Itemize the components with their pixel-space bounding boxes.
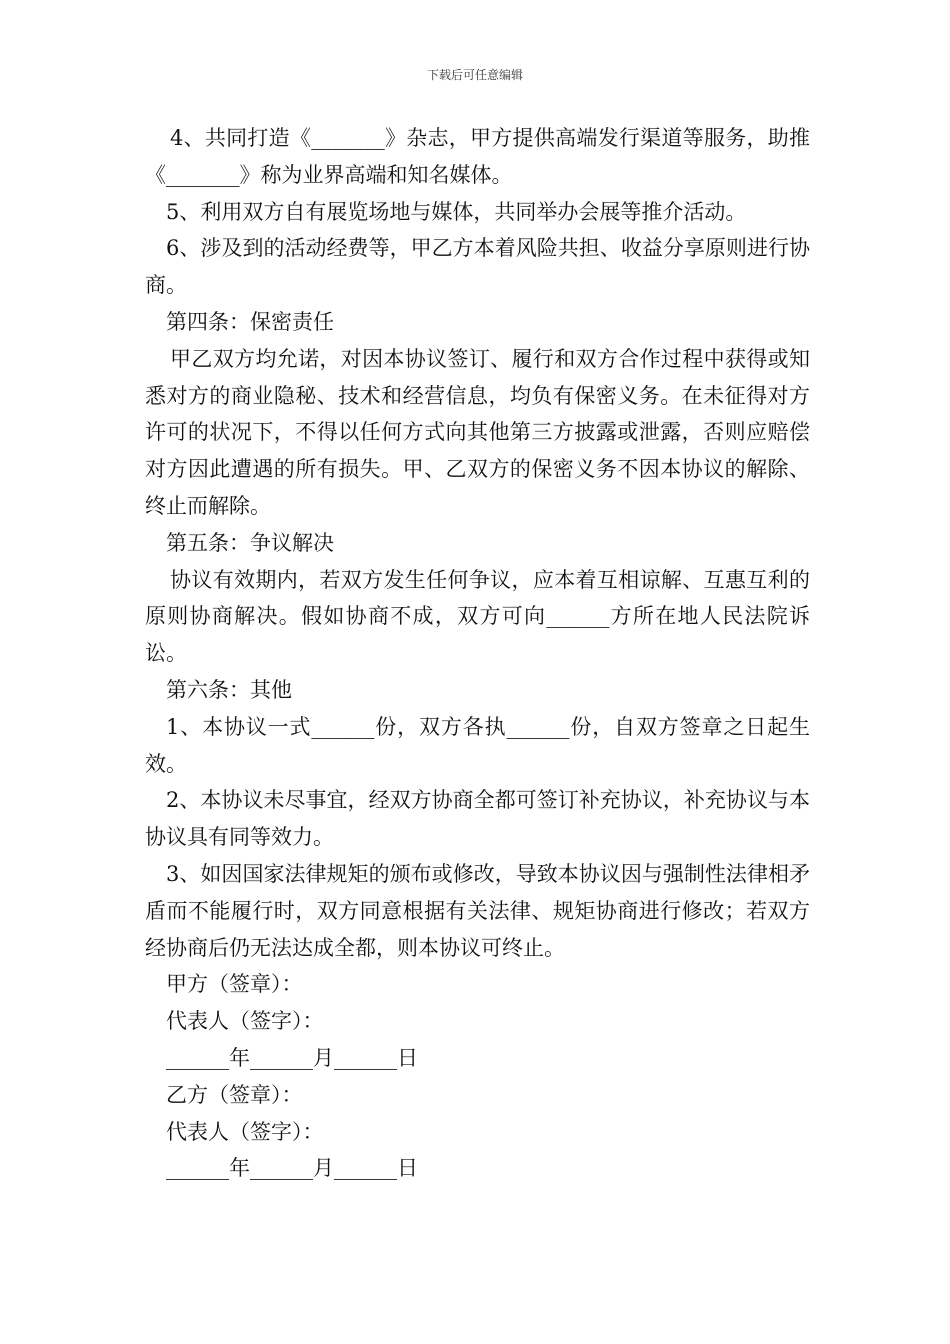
- article-5-heading: 第五条：争议解决: [166, 530, 334, 555]
- other-clause-2: 2、本协议未尽事宜，经双方协商全都可签订补充协议，补充协议与本协议具有同等效力。: [145, 788, 810, 850]
- party-b-seal-label: 乙方（签章）：: [166, 1082, 303, 1107]
- clause-5-paragraph: 5、利用双方自有展览场地与媒体，共同举办会展等推介活动。: [166, 199, 747, 224]
- clause-6-paragraph: 6、涉及到的活动经费等，甲乙方本着风险共担、收益分享原则进行协商。: [145, 236, 810, 298]
- clause-4-paragraph: 4、共同打造《_______》杂志，甲方提供高端发行渠道等服务，助推《_______》称为业界高端和知名媒体。: [145, 126, 810, 187]
- party-b-date-line: ______年______月______日: [166, 1156, 418, 1181]
- other-clause-3: 3、如因国家法律规矩的颁布或修改，导致本协议因与强制性法律相矛盾而不能履行时，双方同意根据有关法律、规矩协商进行修改；若双方经协商后仍无法达成全都，则本协议可终止。: [145, 861, 810, 960]
- page-header: 下载后可任意编辑: [426, 68, 523, 82]
- other-clause-1: 1、本协议一式______份，双方各执______份，自双方签章之日起生效。: [145, 714, 810, 776]
- article-4-heading: 第四条：保密责任: [166, 309, 334, 334]
- document-body: [145, 120, 810, 1187]
- party-a-seal-label: 甲方（签章）：: [166, 972, 303, 997]
- party-b-representative-label: 代表人（签字）：: [166, 1119, 324, 1144]
- confidentiality-paragraph: 甲乙双方均允诺，对因本协议签订、履行和双方合作过程中获得或知悉对方的商业隐秘、技术和经营信息，均负有保密义务。在未征得对方许可的状况下，不得以任何方式向其他第三方披露或泄露，否则应赔偿对方因此遭遇的所有损失。甲、乙双方的保密义务不因本协议的解除、终止而解除。: [145, 346, 810, 518]
- party-a-date-line: ______年______月______日: [166, 1045, 418, 1070]
- article-6-heading: 第六条：其他: [166, 677, 292, 702]
- dispute-paragraph: 协议有效期内，若双方发生任何争议，应本着互相谅解、互惠互利的原则协商解决。假如协商不成，双方可向______方所在地人民法院诉讼。: [145, 567, 810, 666]
- party-a-representative-label: 代表人（签字）：: [166, 1009, 324, 1034]
